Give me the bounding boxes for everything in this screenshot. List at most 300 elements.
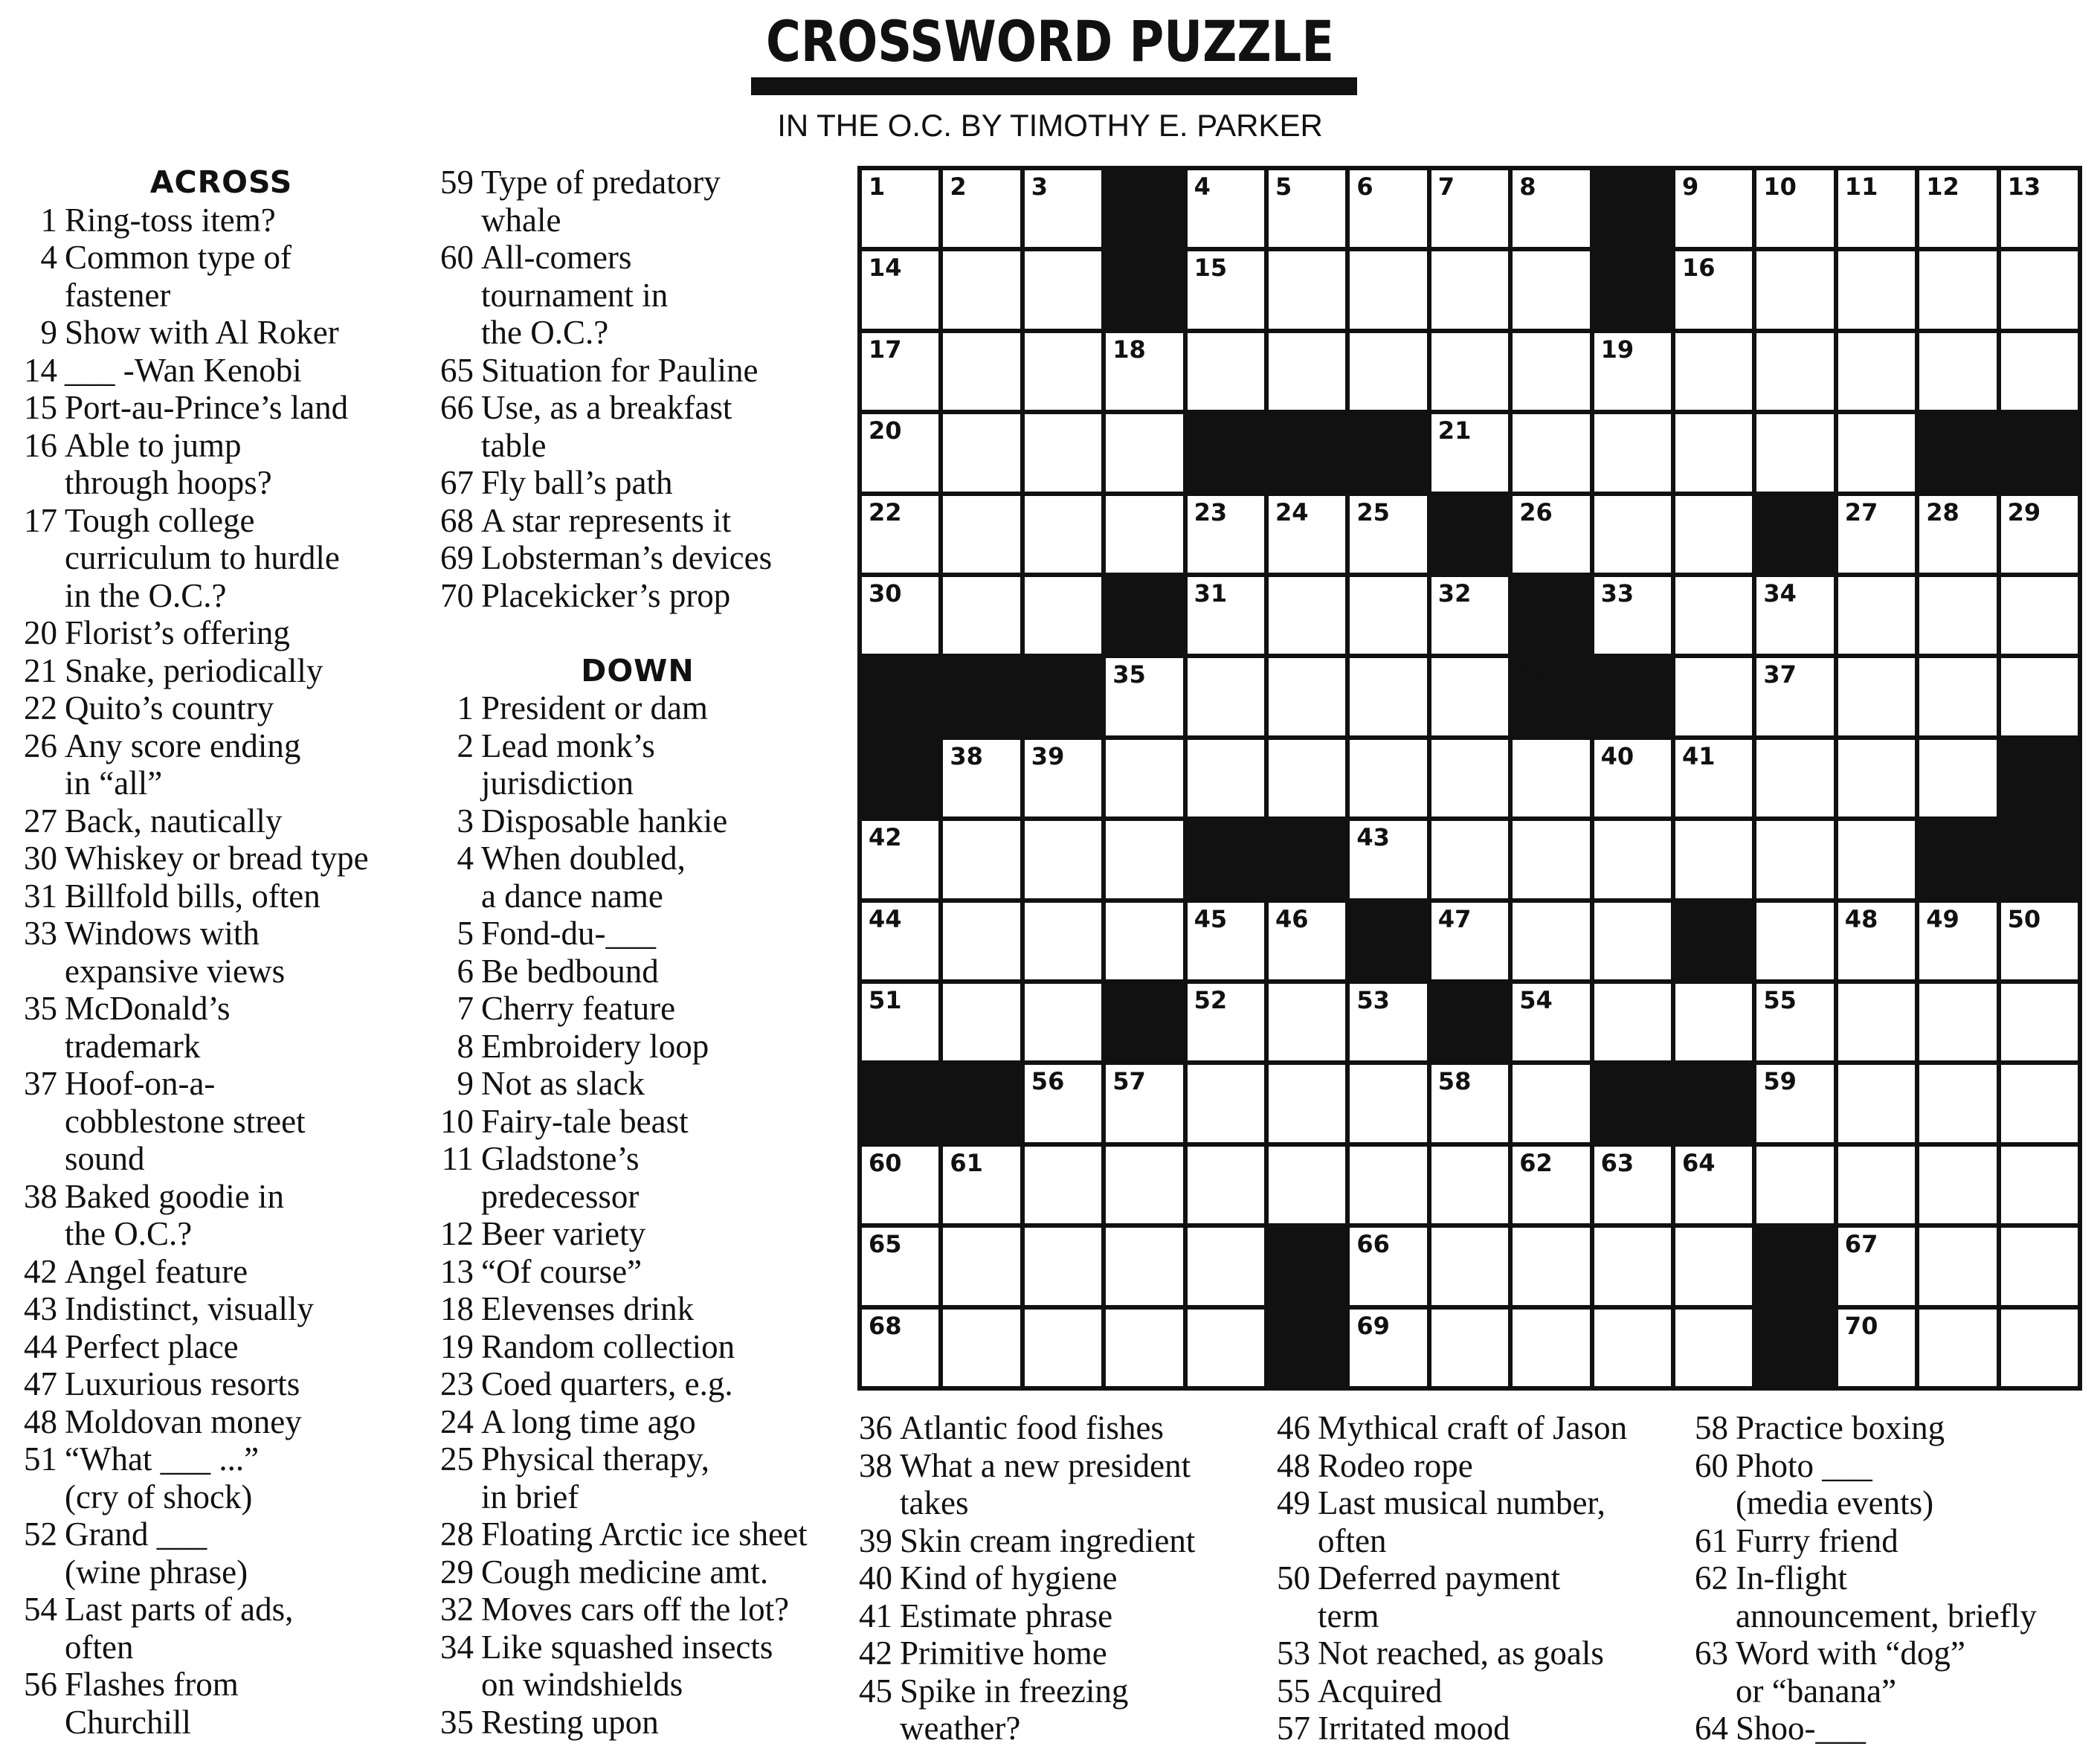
grid-cell[interactable] (1513, 1147, 1589, 1223)
grid-cell[interactable] (1350, 658, 1426, 735)
clue-text: Mythical craft of Jason (1318, 1409, 1628, 1446)
grid-cell[interactable] (943, 170, 1020, 247)
clue-number: 30 (24, 840, 57, 877)
grid-cell[interactable] (1269, 496, 1345, 573)
grid-cell[interactable] (1513, 1310, 1589, 1386)
clue-text: In-flight (1736, 1559, 1847, 1597)
grid-cell[interactable] (1269, 984, 1345, 1060)
clue-text: Irritated mood (1318, 1710, 1510, 1747)
grid-cell[interactable] (1513, 984, 1589, 1060)
grid-cell[interactable] (1431, 1147, 1508, 1223)
clue-text: sound (65, 1140, 145, 1177)
cell-number: 45 (1194, 904, 1228, 933)
grid-cell[interactable] (1350, 1310, 1426, 1386)
grid-block (1188, 414, 1264, 491)
grid-cell[interactable] (1431, 903, 1508, 979)
grid-cell[interactable] (2001, 170, 2078, 247)
grid-cell[interactable] (1350, 1065, 1426, 1141)
grid-cell[interactable] (943, 1147, 1020, 1223)
grid-cell[interactable] (1919, 903, 1996, 979)
grid-cell[interactable] (1269, 658, 1345, 735)
clue-item (19, 1290, 424, 1328)
grid-cell[interactable] (2001, 903, 2078, 979)
clue-text: Type of predatory (481, 164, 721, 201)
grid-cell[interactable] (1025, 577, 1101, 654)
clue-text: often (1318, 1521, 1387, 1559)
grid-cell[interactable] (1513, 903, 1589, 979)
grid-cell[interactable] (1106, 496, 1182, 573)
grid-cell[interactable] (1025, 1065, 1101, 1141)
grid-cell[interactable] (862, 577, 938, 654)
grid-cell[interactable] (1106, 1147, 1182, 1223)
clue-number: 4 (40, 239, 57, 276)
grid-cell[interactable] (1756, 333, 1833, 410)
grid-cell[interactable] (1431, 740, 1508, 816)
clue-text: weather? (900, 1710, 1021, 1747)
grid-cell[interactable] (2001, 658, 2078, 735)
grid-cell[interactable] (1919, 251, 1996, 328)
grid-cell[interactable] (1431, 333, 1508, 410)
grid-cell[interactable] (1350, 1228, 1426, 1304)
grid-cell[interactable] (1838, 577, 1915, 654)
grid-block (1269, 821, 1345, 898)
grid-cell[interactable] (943, 251, 1020, 328)
cell-number: 11 (1844, 173, 1878, 201)
clue-item (435, 502, 840, 540)
clue-text: (cry of shock) (65, 1478, 253, 1516)
grid-cell[interactable] (1756, 414, 1833, 491)
grid-block (1350, 903, 1426, 979)
grid-cell[interactable] (1513, 414, 1589, 491)
grid-cell[interactable] (1513, 740, 1589, 816)
grid-cell[interactable] (1106, 414, 1182, 491)
clue-item (1272, 1447, 1673, 1485)
grid-cell[interactable] (1675, 577, 1752, 654)
grid-cell[interactable] (1919, 333, 1996, 410)
clue-text: Estimate phrase (900, 1597, 1113, 1634)
cell-number: 50 (2007, 904, 2041, 933)
grid-cell[interactable] (1756, 1147, 1833, 1223)
grid-cell[interactable] (1431, 1065, 1508, 1141)
grid-cell[interactable] (2001, 496, 2078, 573)
clue-number: 40 (859, 1559, 892, 1597)
grid-cell[interactable] (2001, 577, 2078, 654)
clue-number: 5 (457, 915, 474, 952)
clue-number: 43 (24, 1290, 57, 1327)
grid-cell[interactable] (1106, 658, 1182, 735)
grid-cell[interactable] (2001, 984, 2078, 1060)
grid-cell[interactable] (1188, 577, 1264, 654)
clue-item (19, 239, 424, 314)
grid-cell[interactable] (1188, 333, 1264, 410)
grid-cell[interactable] (1675, 1310, 1752, 1386)
grid-cell[interactable] (1188, 496, 1264, 573)
grid-cell[interactable] (943, 1228, 1020, 1304)
grid-cell[interactable] (943, 903, 1020, 979)
grid-cell[interactable] (1106, 333, 1182, 410)
cell-number: 17 (869, 335, 902, 364)
grid-cell[interactable] (862, 1147, 938, 1223)
grid-cell[interactable] (1513, 333, 1589, 410)
grid-cell[interactable] (1838, 170, 1915, 247)
clue-number: 1 (457, 689, 474, 727)
cell-number: 4 (1194, 173, 1211, 201)
clue-number: 9 (457, 1065, 474, 1102)
grid-cell[interactable] (1838, 1147, 1915, 1223)
clue-item (19, 652, 424, 690)
grid-cell[interactable] (1594, 577, 1671, 654)
clue-number: 67 (440, 464, 474, 501)
grid-cell[interactable] (1269, 1065, 1345, 1141)
cell-number: 69 (1356, 1311, 1390, 1340)
grid-cell[interactable] (1106, 821, 1182, 898)
grid-cell[interactable] (1675, 170, 1752, 247)
clue-item (19, 1666, 424, 1741)
clue-item (1272, 1559, 1673, 1634)
grid-cell[interactable] (1838, 658, 1915, 735)
clue-text: Fond-du-___ (481, 915, 656, 952)
clue-item (435, 1103, 840, 1141)
grid-cell[interactable] (1675, 333, 1752, 410)
clue-number: 44 (24, 1327, 57, 1365)
grid-block (1675, 1065, 1752, 1141)
grid-cell[interactable] (1431, 821, 1508, 898)
cell-number: 7 (1437, 173, 1455, 201)
grid-cell[interactable] (1188, 1147, 1264, 1223)
clue-number: 11 (441, 1140, 474, 1177)
grid-cell[interactable] (1188, 251, 1264, 328)
grid-cell[interactable] (2001, 1310, 2078, 1386)
clue-item (19, 689, 424, 727)
grid-cell[interactable] (1188, 1065, 1264, 1141)
grid-cell[interactable] (1756, 740, 1833, 816)
grid-cell[interactable] (943, 984, 1020, 1060)
clue-text: Back, nautically (65, 802, 283, 840)
grid-cell[interactable] (1106, 903, 1182, 979)
grid-cell[interactable] (1188, 1228, 1264, 1304)
cell-number: 48 (1844, 904, 1878, 933)
grid-cell[interactable] (943, 577, 1020, 654)
clue-item (19, 352, 424, 390)
clue-text: Luxurious resorts (65, 1365, 300, 1402)
grid-cell[interactable] (1350, 496, 1426, 573)
grid-cell[interactable] (1838, 903, 1915, 979)
grid-cell[interactable] (1350, 984, 1426, 1060)
clue-item (435, 1065, 840, 1103)
cell-number: 29 (2007, 497, 2041, 526)
grid-cell[interactable] (1675, 984, 1752, 1060)
grid-cell[interactable] (1431, 170, 1508, 247)
grid-cell[interactable] (1675, 251, 1752, 328)
grid-cell[interactable] (1269, 170, 1345, 247)
grid-cell[interactable] (1756, 251, 1833, 328)
cell-number: 43 (1356, 823, 1390, 852)
grid-cell[interactable] (1919, 1147, 1996, 1223)
grid-cell[interactable] (1269, 903, 1345, 979)
grid-block (1513, 658, 1589, 735)
grid-cell[interactable] (1838, 1065, 1915, 1141)
grid-cell[interactable] (1513, 170, 1589, 247)
grid-cell[interactable] (1919, 984, 1996, 1060)
grid-cell[interactable] (2001, 1228, 2078, 1304)
clue-text: in brief (481, 1478, 579, 1516)
grid-block (1431, 984, 1508, 1060)
clue-text: Practice boxing (1736, 1409, 1945, 1446)
grid-cell[interactable] (943, 496, 1020, 573)
clue-item (854, 1409, 1255, 1447)
grid-cell[interactable] (1350, 251, 1426, 328)
grid-cell[interactable] (862, 903, 938, 979)
grid-cell[interactable] (1594, 496, 1671, 573)
grid-cell[interactable] (862, 1310, 938, 1386)
clue-text: predecessor (481, 1177, 640, 1215)
grid-cell[interactable] (1594, 984, 1671, 1060)
grid-cell[interactable] (1431, 658, 1508, 735)
grid-cell[interactable] (1594, 903, 1671, 979)
grid-block (2001, 414, 2078, 491)
grid-cell[interactable] (1188, 984, 1264, 1060)
clue-item (435, 1629, 840, 1704)
clue-text: Placekicker’s prop (481, 576, 731, 614)
clue-number: 4 (457, 840, 474, 877)
grid-cell[interactable] (1756, 170, 1833, 247)
grid-cell[interactable] (943, 333, 1020, 410)
cell-number: 47 (1437, 904, 1472, 933)
grid-cell[interactable] (1838, 333, 1915, 410)
clue-text: Skin cream ingredient (900, 1521, 1196, 1559)
grid-cell[interactable] (1838, 414, 1915, 491)
grid-cell[interactable] (1025, 414, 1101, 491)
clue-number: 66 (440, 389, 474, 426)
grid-block (1594, 251, 1671, 328)
grid-cell[interactable] (1919, 496, 1996, 573)
grid-cell[interactable] (1106, 1310, 1182, 1386)
grid-cell[interactable] (1594, 1147, 1671, 1223)
grid-cell[interactable] (1431, 1310, 1508, 1386)
cell-number: 26 (1519, 497, 1553, 526)
cell-number: 36 (1519, 660, 1553, 689)
grid-cell[interactable] (1269, 740, 1345, 816)
grid-cell[interactable] (1675, 658, 1752, 735)
clue-item (1272, 1409, 1673, 1447)
grid-cell[interactable] (1106, 740, 1182, 816)
grid-cell[interactable] (1025, 170, 1101, 247)
grid-block (1756, 1310, 1833, 1386)
clue-number: 33 (24, 915, 57, 952)
grid-cell[interactable] (1838, 251, 1915, 328)
grid-cell[interactable] (1431, 414, 1508, 491)
clue-text: Churchill (65, 1703, 191, 1741)
grid-cell[interactable] (1675, 1147, 1752, 1223)
grid-cell[interactable] (1025, 251, 1101, 328)
grid-cell[interactable] (862, 821, 938, 898)
clue-number: 57 (1277, 1710, 1310, 1747)
grid-cell[interactable] (943, 821, 1020, 898)
grid-cell[interactable] (1188, 1310, 1264, 1386)
grid-cell[interactable] (2001, 1065, 2078, 1141)
grid-cell[interactable] (1919, 170, 1996, 247)
grid-cell[interactable] (1838, 740, 1915, 816)
clue-text: “Of course” (481, 1252, 642, 1290)
clue-text: Beer variety (481, 1215, 646, 1252)
cell-number: 34 (1763, 579, 1797, 608)
grid-cell[interactable] (1756, 658, 1833, 735)
grid-cell[interactable] (1025, 1310, 1101, 1386)
clue-text: Random collection (481, 1327, 735, 1365)
grid-cell[interactable] (2001, 251, 2078, 328)
grid-cell[interactable] (1025, 496, 1101, 573)
grid-cell[interactable] (1594, 333, 1671, 410)
grid-cell[interactable] (1513, 1228, 1589, 1304)
grid-cell[interactable] (1025, 903, 1101, 979)
grid-cell[interactable] (1919, 577, 1996, 654)
grid-cell[interactable] (1919, 658, 1996, 735)
grid-cell[interactable] (1675, 821, 1752, 898)
grid-cell[interactable] (1350, 170, 1426, 247)
clue-item (1690, 1559, 2091, 1634)
grid-cell[interactable] (1756, 577, 1833, 654)
clue-text: Able to jump (65, 426, 242, 464)
grid-cell[interactable] (1269, 333, 1345, 410)
cell-number: 63 (1600, 1148, 1634, 1177)
grid-cell[interactable] (1838, 1228, 1915, 1304)
clue-number: 35 (24, 990, 57, 1027)
clue-text: A star represents it (481, 501, 732, 539)
grid-cell[interactable] (862, 251, 938, 328)
grid-cell[interactable] (1513, 251, 1589, 328)
grid-cell[interactable] (1675, 1228, 1752, 1304)
grid-cell[interactable] (1025, 333, 1101, 410)
clue-number: 12 (440, 1215, 474, 1252)
grid-cell[interactable] (1025, 1147, 1101, 1223)
clue-number: 63 (1695, 1634, 1728, 1672)
grid-cell[interactable] (862, 333, 938, 410)
grid-cell[interactable] (1838, 496, 1915, 573)
grid-cell[interactable] (1106, 1228, 1182, 1304)
clue-item (19, 502, 424, 615)
clue-item (19, 1065, 424, 1178)
clue-item (19, 1516, 424, 1591)
clue-text: Cough medicine amt. (481, 1553, 769, 1591)
grid-cell[interactable] (1350, 1147, 1426, 1223)
cell-number: 52 (1194, 986, 1228, 1014)
cell-number: 55 (1763, 986, 1797, 1014)
grid-cell[interactable] (2001, 1147, 2078, 1223)
grid-cell[interactable] (1838, 984, 1915, 1060)
grid-cell[interactable] (1594, 1310, 1671, 1386)
grid-cell[interactable] (1188, 740, 1264, 816)
grid-cell[interactable] (862, 170, 938, 247)
grid-block (1594, 1065, 1671, 1141)
grid-cell[interactable] (1025, 740, 1101, 816)
grid-cell[interactable] (943, 414, 1020, 491)
grid-cell[interactable] (1838, 821, 1915, 898)
cell-number: 15 (1194, 254, 1228, 283)
grid-cell[interactable] (1431, 1228, 1508, 1304)
grid-cell[interactable] (1188, 170, 1264, 247)
grid-cell[interactable] (1350, 333, 1426, 410)
clue-item (1690, 1447, 2091, 1522)
grid-cell[interactable] (1431, 577, 1508, 654)
grid-cell[interactable] (1675, 496, 1752, 573)
grid-cell[interactable] (1594, 821, 1671, 898)
cell-number: 46 (1275, 904, 1309, 933)
clue-text: Be bedbound (481, 952, 659, 990)
grid-cell[interactable] (1594, 1228, 1671, 1304)
grid-cell[interactable] (1513, 1065, 1589, 1141)
clue-item (435, 464, 840, 502)
grid-cell[interactable] (862, 1228, 938, 1304)
clue-text: Acquired (1318, 1672, 1443, 1710)
grid-cell[interactable] (862, 414, 938, 491)
clue-text: Spike in freezing (900, 1672, 1129, 1710)
grid-cell[interactable] (1756, 821, 1833, 898)
clue-number: 41 (859, 1597, 892, 1634)
grid-cell[interactable] (1756, 1065, 1833, 1141)
clue-item (854, 1634, 1255, 1672)
grid-cell[interactable] (1350, 577, 1426, 654)
clue-text: Indistinct, visually (65, 1290, 314, 1327)
grid-cell[interactable] (1188, 658, 1264, 735)
puzzle-byline: IN THE O.C. BY TIMOTHY E. PARKER (777, 108, 1323, 143)
grid-cell[interactable] (1919, 1065, 1996, 1141)
grid-cell[interactable] (1269, 1147, 1345, 1223)
clue-number: 54 (24, 1591, 57, 1628)
grid-cell[interactable] (1025, 984, 1101, 1060)
clue-text: Like squashed insects (481, 1628, 773, 1666)
grid-cell[interactable] (943, 1310, 1020, 1386)
grid-cell[interactable] (1594, 740, 1671, 816)
grid-cell[interactable] (1269, 251, 1345, 328)
crossword-grid (857, 166, 2082, 1391)
grid-cell[interactable] (1919, 740, 1996, 816)
clue-number: 27 (24, 802, 57, 840)
grid-cell[interactable] (1675, 740, 1752, 816)
grid-cell[interactable] (1513, 821, 1589, 898)
grid-cell[interactable] (1919, 1310, 1996, 1386)
grid-cell[interactable] (1594, 414, 1671, 491)
grid-cell[interactable] (1269, 577, 1345, 654)
grid-cell[interactable] (943, 740, 1020, 816)
clue-text: Port-au-Prince’s land (65, 389, 349, 426)
clue-text: Fairy-tale beast (481, 1102, 689, 1140)
grid-cell[interactable] (1350, 821, 1426, 898)
clue-item (854, 1522, 1255, 1560)
grid-cell[interactable] (862, 496, 938, 573)
grid-cell[interactable] (1919, 1228, 1996, 1304)
grid-cell[interactable] (1431, 251, 1508, 328)
grid-cell[interactable] (1675, 414, 1752, 491)
grid-cell[interactable] (1106, 1065, 1182, 1141)
grid-cell[interactable] (1756, 984, 1833, 1060)
grid-cell[interactable] (1513, 496, 1589, 573)
grid-cell[interactable] (862, 984, 938, 1060)
grid-cell[interactable] (1756, 903, 1833, 979)
clue-text: Rodeo rope (1318, 1446, 1473, 1484)
grid-cell[interactable] (1025, 1228, 1101, 1304)
grid-cell[interactable] (2001, 333, 2078, 410)
grid-cell[interactable] (1188, 903, 1264, 979)
grid-block (1756, 496, 1833, 573)
grid-cell[interactable] (1350, 740, 1426, 816)
grid-cell[interactable] (1838, 1310, 1915, 1386)
grid-cell[interactable] (1025, 821, 1101, 898)
clue-text: Disposable hankie (481, 802, 728, 840)
cell-number: 56 (1031, 1067, 1065, 1096)
clue-text: Coed quarters, e.g. (481, 1365, 733, 1402)
clue-text: curriculum to hurdle (65, 539, 340, 576)
cell-number: 8 (1519, 173, 1536, 201)
